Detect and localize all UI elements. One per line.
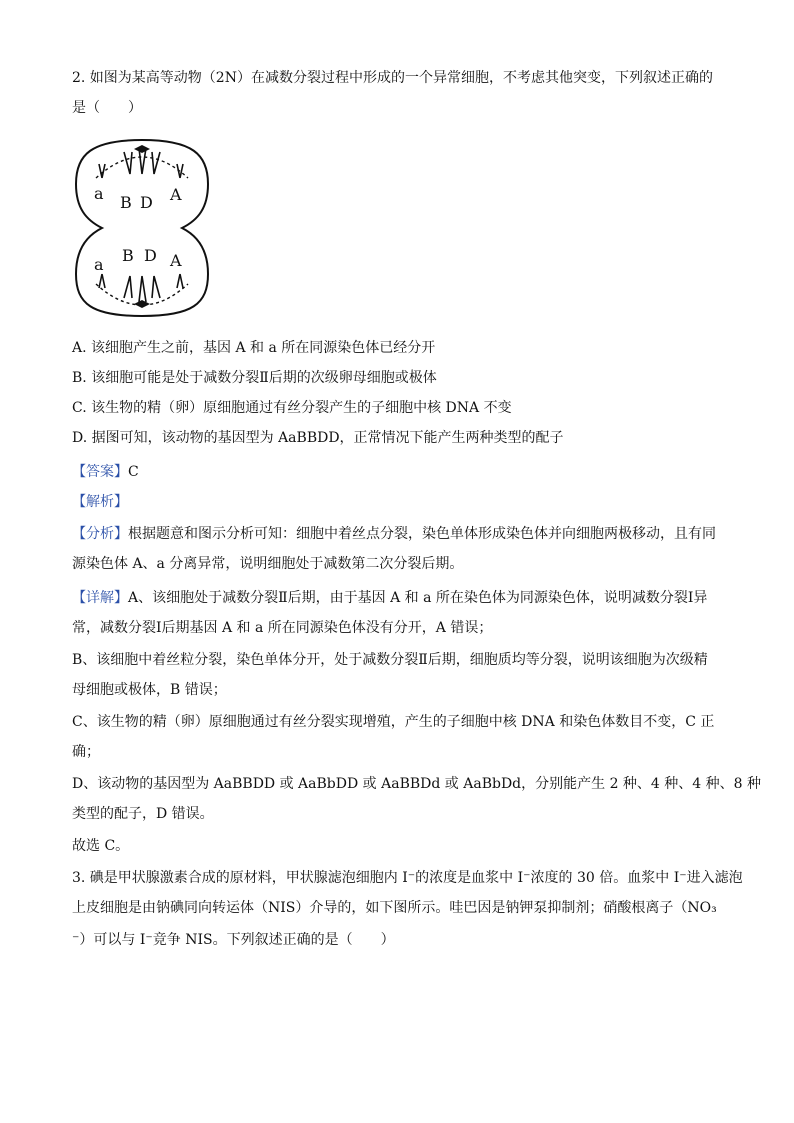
xiangjie-line8: 类型的配子，D 错误。	[72, 806, 214, 822]
xiangjie-line6: 确；	[72, 744, 100, 760]
cell-membrane	[76, 140, 208, 316]
xiangjie-line3: B、该细胞中着丝粒分裂，染色单体分开，处于减数分裂Ⅱ后期，细胞质均等分裂，说明该细胞为次级精	[72, 652, 708, 668]
gene-label-bottom-B: B	[122, 246, 134, 265]
gene-label-bottom-D: D	[144, 246, 157, 265]
q3-line2: 上皮细胞是由钠碘同向转运体（NIS）介导的，如下图所示。哇巴因是钠钾泵抑制剂；硝酸根离子（NO₃	[72, 900, 717, 916]
xiangjie-line2: 常，减数分裂Ⅰ后期基因 A 和 a 所在同源染色体没有分开，A 错误；	[72, 620, 493, 636]
q3-line1: 3. 碘是甲状腺激素合成的原材料，甲状腺滤泡细胞内 I⁻的浓度是血浆中 I⁻浓度的 30 倍。血浆中 I⁻进入滤泡	[72, 870, 743, 886]
option-a: A. 该细胞产生之前，基因 A 和 a 所在同源染色体已经分开	[72, 340, 436, 356]
option-d: D. 据图可知，该动物的基因型为 AaBBDD，正常情况下能产生两种类型的配子	[72, 430, 564, 446]
q2-stem-line2: 是（ ）	[72, 100, 142, 116]
fenxi-line1	[72, 524, 716, 544]
fenxi-text1: 根据题意和图示分析可知：细胞中着丝点分裂，染色单体形成染色体并向细胞两极移动，且有同	[128, 526, 716, 542]
xiangjie-line7: D、该动物的基因型为 AaBBDD 或 AaBbDD 或 AaBBDd 或 AaBbDd，分别能产生 2 种、4 种、4 种、8 种	[72, 776, 762, 792]
q3-line3: ⁻）可以与 I⁻竞争 NIS。下列叙述正确的是（ ）	[72, 932, 395, 948]
option-c: C. 该生物的精（卵）原细胞通过有丝分裂产生的子细胞中核 DNA 不变	[72, 400, 512, 416]
answer-tag: 【答案】	[72, 464, 128, 480]
dividing-cell-figure	[72, 136, 212, 320]
analysis-tag: 【解析】	[72, 494, 128, 510]
answer-line	[72, 462, 139, 482]
xiangjie-tag: 【详解】	[72, 590, 128, 606]
gene-label-bottom-a: a	[94, 255, 104, 274]
fenxi-line2: 源染色体 A、a 分离异常，说明细胞处于减数第二次分裂后期。	[72, 556, 464, 572]
fenxi-tag: 【分析】	[72, 526, 128, 542]
conclusion: 故选 C。	[72, 838, 130, 854]
xiangjie-line5: C、该生物的精（卵）原细胞通过有丝分裂实现增殖，产生的子细胞中核 DNA 和染色体数目不变，C 正	[72, 714, 715, 730]
gene-label-top-a: a	[94, 184, 104, 203]
xiangjie-line1	[72, 588, 707, 608]
gene-label-top-A: A	[170, 185, 182, 204]
centrosome-bottom	[134, 300, 150, 308]
xiangjie-text1: A、该细胞处于减数分裂Ⅱ后期，由于基因 A 和 a 所在染色体为同源染色体，说明减数分裂Ⅰ异	[128, 590, 708, 606]
gene-label-top-B: B	[120, 193, 132, 212]
answer-value: C	[128, 464, 139, 480]
gene-label-bottom-A: A	[170, 251, 182, 270]
option-b: B. 该细胞可能是处于减数分裂Ⅱ后期的次级卵母细胞或极体	[72, 370, 437, 386]
gene-label-top-D: D	[140, 193, 153, 212]
q2-stem-line1: 2. 如图为某高等动物（2N）在减数分裂过程中形成的一个异常细胞，不考虑其他突变，下列叙述正确的	[72, 70, 713, 86]
centrosome-top	[134, 145, 150, 153]
chromosomes-bottom	[99, 274, 183, 302]
xiangjie-line4: 母细胞或极体，B 错误；	[72, 682, 227, 698]
